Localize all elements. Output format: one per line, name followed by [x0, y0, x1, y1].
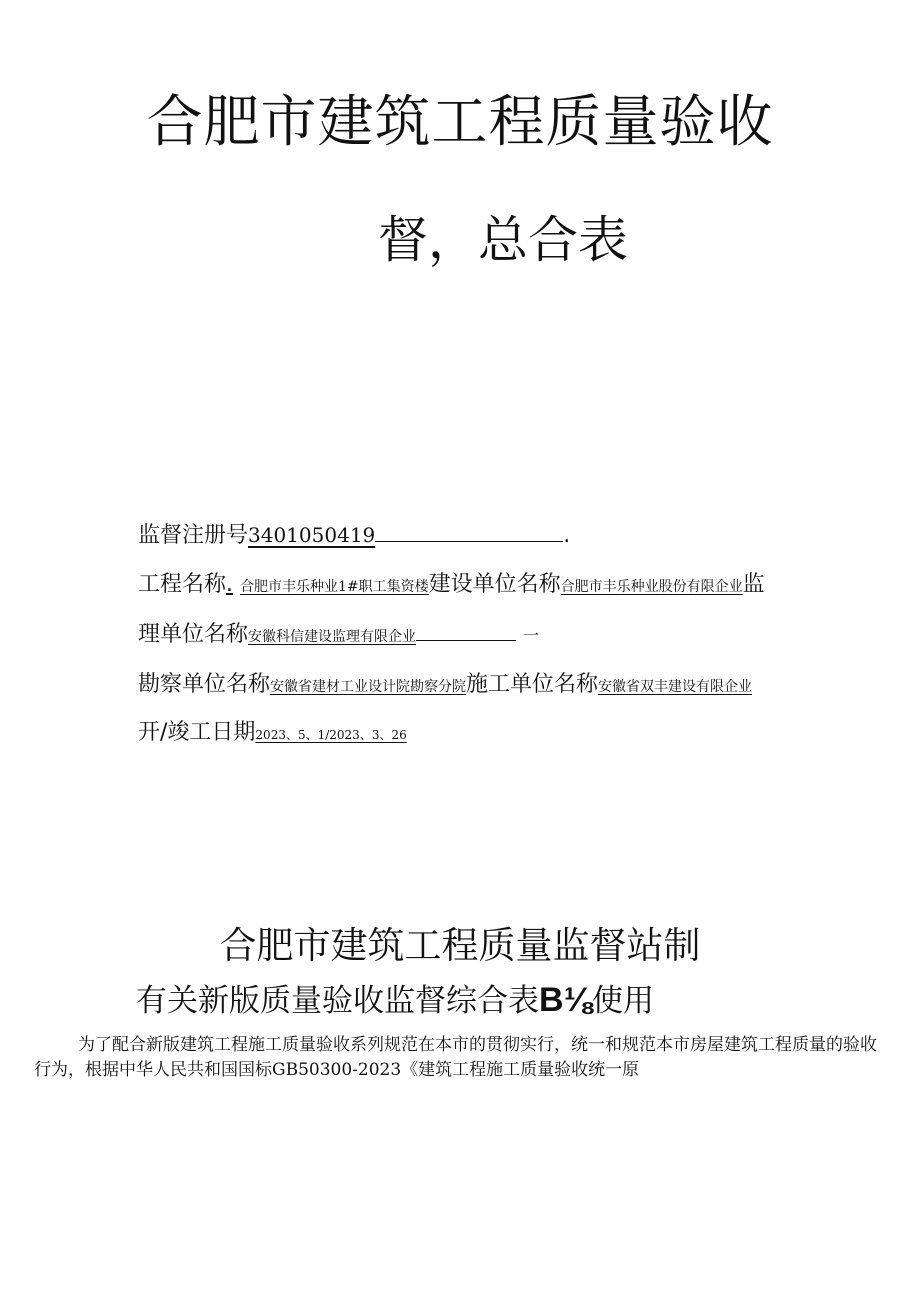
project-name-dot: .: [226, 572, 234, 597]
supervisor-blank: [416, 626, 516, 641]
supervisor-line: [138, 620, 539, 652]
registration-value: 3401050419: [248, 523, 376, 547]
form-title-line2: 督，总合表: [378, 211, 628, 269]
project-builder-line: [138, 570, 765, 602]
builder-value: 合肥市丰乐种业股份有限企业: [560, 579, 743, 595]
issuer-heading: 合肥市建筑工程质量监督站制: [219, 924, 701, 967]
contractor-label: 施工单位名称: [466, 672, 599, 697]
notice-paragraph: 为了配合新版建筑工程施工质量验收系列规范在本市的贯彻实行，统一和规范本市房屋建筑工程质量的验收行为，根据中华人民共和国国标GB50300-2023《建筑工程施工质量验收统一原: [34, 1035, 877, 1080]
builder-label: 建设单位名称: [428, 572, 561, 597]
dates-value: 2023、5、1/2023、3、26: [255, 728, 407, 742]
dates-label: 开/竣工日期: [138, 720, 256, 745]
notice-code: B⅛: [539, 981, 592, 1019]
form-title-line1: 合肥市建筑工程质量验收: [146, 90, 774, 155]
supervisor-label-part1: 监: [742, 572, 765, 597]
registration-blank: [375, 523, 563, 542]
survey-label: 勘察单位名称: [138, 672, 271, 697]
project-name-value: 合肥市丰乐种业1#职工集资楼: [240, 579, 429, 595]
notice-heading: [0, 975, 790, 1020]
supervisor-suffix: 一: [523, 626, 540, 645]
supervisor-value: 安徽科信建设监理有限企业: [248, 629, 417, 645]
survey-value: 安徽省建材工业设计院勘察分院: [270, 679, 467, 695]
registration-suffix: .: [563, 523, 571, 548]
project-name-label: 工程名称: [138, 572, 227, 597]
notice-suffix: 使用: [591, 983, 654, 1019]
contractor-value: 安徽省双丰建设有限企业: [598, 679, 753, 695]
survey-contractor-line: [138, 670, 752, 702]
registration-line: [138, 520, 570, 551]
registration-label: 监督注册号: [138, 523, 249, 548]
supervisor-label-part2: 理单位名称: [138, 622, 249, 647]
dates-line: [138, 718, 407, 750]
notice-title: 有关新版质量验收监督综合表: [136, 983, 540, 1019]
